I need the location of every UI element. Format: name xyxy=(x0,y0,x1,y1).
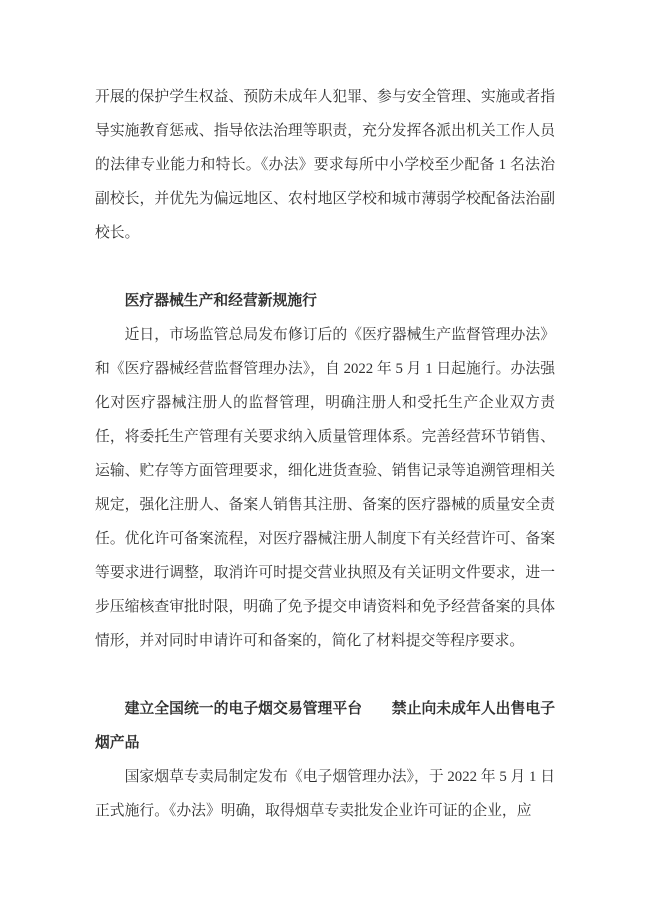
paragraph-e-cigarette-regulations: 国家烟草专卖局制定发布《电子烟管理办法》，于 2022 年 5 月 1 日正式施行。《办法》明确，取得烟草专卖批发企业许可证的企业，应 xyxy=(95,769,555,819)
section-heading-medical-device-regulations: 医疗器械生产和经营新规施行 xyxy=(124,293,317,309)
paragraph-medical-device-regulations: 近日，市场监管总局发布修订后的《医疗器械生产监督管理办法》和《医疗器械经营监督管理办法》，自 2022 年 5 月 1 日起施行。办法强化对医疗器械注册人的监督管理，明确注册人和受托生产企业双方责任，将委托生产管理有关要求纳入质量管理体系。完善经营环节销售、运输、贮存等方面管理要求，细化进货查验、销售记录等追溯管理相关规定，强化注册人、备案人销售其注册、备案的医疗器械的质量安全责任。优化许可备案流程，对医疗器械注册人制度下有关经营许可、备案等要求进行调整，取消许可时提交营业执照及有关证明文件要求，进一步压缩核查审批时限，明确了免予提交申请资料和免予经营备案的具体情形，并对同时申请许可和备案的，简化了材料提交等程序要求。 xyxy=(95,327,555,649)
section-heading-e-cigarette-platform: 建立全国统一的电子烟交易管理平台 禁止向未成年人出售电子烟产品 xyxy=(95,701,555,751)
document-body xyxy=(95,80,555,828)
paragraph-legal-vice-principal-continuation: 开展的保护学生权益、预防未成年人犯罪、参与安全管理、实施或者指导实施教育惩戒、指导依法治理等职责，充分发挥各派出机关工作人员的法律专业能力和特长。《办法》要求每所中小学校至少配备 1 名法治副校长，并优先为偏远地区、农村地区学校和城市薄弱学校配备法治副校长。 xyxy=(95,89,555,241)
